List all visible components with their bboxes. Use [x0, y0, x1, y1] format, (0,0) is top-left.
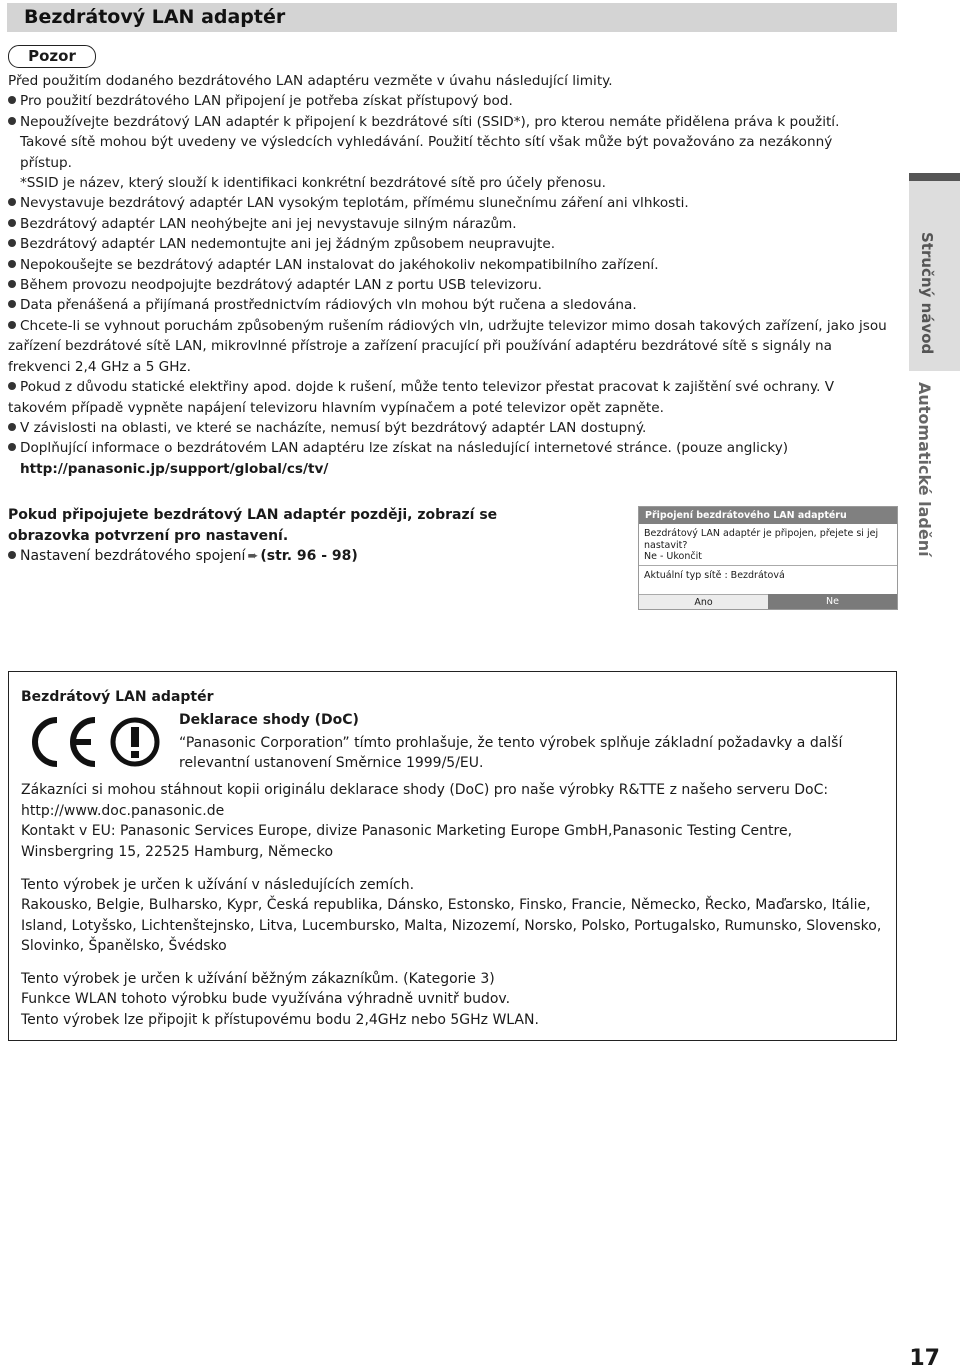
section-header	[7, 3, 897, 32]
dialog-title: Připojení bezdrátového LAN adaptéru	[639, 507, 897, 524]
list-item: Pro použití bezdrátového LAN připojení je potřeba získat přístupový bod.	[8, 91, 888, 111]
dialog-status: Aktuální typ sítě : Bezdrátová	[639, 565, 897, 585]
doc-title: Deklarace shody (DoC)	[179, 712, 359, 728]
doc-download-text: Zákazníci si mohou stáhnout kopii originálu deklarace shody (DoC) pro naše výrobky R&TTE z našeho serveru DoC: http://www.doc.panasonic.de	[21, 782, 829, 819]
bullet-icon	[8, 239, 16, 247]
doc-text: “Panasonic Corporation” tímto prohlašuje, že tento výrobek splňuje základní požadavky a další relevantní ustanovení Směrnice 1999/5/EU.	[179, 735, 843, 771]
countries-intro: Tento výrobek je určen k užívání v následujících zemích.	[21, 877, 415, 893]
note-heading: Pokud připojujete bezdrátový LAN adaptér později, zobrazí se obrazovka potvrzení pro nastavení.	[8, 507, 498, 544]
no-button[interactable]: Ne	[768, 594, 897, 609]
bullet-icon	[8, 551, 16, 559]
caution-label: Pozor	[8, 45, 96, 68]
list-item: V závislosti na oblasti, ve které se nacházíte, nemusí být bezdrátový adaptér LAN dostupný.	[8, 418, 888, 438]
section-title: Bezdrátový LAN adaptér	[24, 6, 286, 28]
arrow-right-icon: ➨	[247, 549, 259, 564]
bullet-icon	[8, 96, 16, 104]
box-title: Bezdrátový LAN adaptér	[21, 689, 214, 705]
bullet-icon	[8, 198, 16, 206]
list-item: Chcete-li se vyhnout poruchám způsobeným rušením rádiových vln, udržujte televizor mimo dosah takových zařízení, jako jsou zařízení bezdrátové sítě LAN, mikrovlnné přístroje a zařízení pracující při používání adaptéru bezdrátové sítě s signály na frekvenci 2,4 GHz a 5 GHz.	[8, 317, 887, 375]
page-number: 17	[909, 1346, 940, 1371]
list-item: Doplňující informace o bezdrátovém LAN adaptéru lze získat na následující internetové stránce. (pouze anglicky)	[8, 438, 888, 458]
indoor-use-text: Funkce WLAN tohoto výrobku bude využívána výhradně uvnitř budov.	[21, 991, 511, 1007]
connection-dialog	[638, 506, 898, 610]
bullet-icon	[8, 117, 16, 125]
list-item: Nastavení bezdrátového spojení ➨ (str. 96 - 98)	[8, 546, 568, 568]
category-text: Tento výrobek je určen k užívání běžným zákazníkům. (Kategorie 3)	[21, 971, 495, 987]
support-url[interactable]: http://panasonic.jp/support/global/cs/tv/	[20, 460, 329, 477]
list-item: Nevystavuje bezdrátový adaptér LAN vysokým teplotám, přímému slunečnímu záření ani vlhkosti.	[8, 193, 888, 213]
side-tab-auto-tuning[interactable]: Automatické ladění	[915, 382, 934, 557]
bullet-icon	[8, 321, 16, 329]
dialog-buttons	[639, 594, 897, 609]
page-reference[interactable]: (str. 96 - 98)	[260, 548, 358, 564]
bullet-icon	[8, 300, 16, 308]
list-item: Během provozu neodpojujte bezdrátový adaptér LAN z portu USB televizoru.	[8, 275, 888, 295]
ce-alert-mark-icon	[23, 714, 163, 770]
list-item: Bezdrátový adaptér LAN nedemontujte ani jej žádným způsobem neupravujte.	[8, 234, 888, 254]
intro-text: Před použitím dodaného bezdrátového LAN adaptéru vezměte v úvahu následující limity.	[8, 73, 613, 89]
bullet-icon	[8, 260, 16, 268]
countries-list: Rakousko, Belgie, Bulharsko, Kypr, Česká republika, Dánsko, Estonsko, Finsko, Francie, Německo, Řecko, Maďarsko, Itálie, Island, Lotyšsko, Lichtenštejnsko, Litva, Lucembursko, Malta, Nizozemí, Norsko, Polsko, Portugalsko, Rumunsko, Slovensko, Slovinko, Španělsko, Švédsko	[21, 897, 882, 954]
bullet-icon	[8, 280, 16, 288]
list-item: Bezdrátový adaptér LAN neohýbejte ani jej nevystavuje silným nárazům.	[8, 214, 888, 234]
side-tab-quick-guide[interactable]: Stručný návod	[918, 232, 936, 355]
ssid-note: *SSID je název, který slouží k identifikaci konkrétní bezdrátové sítě pro účely přenosu.	[20, 175, 606, 192]
bullet-icon	[8, 423, 16, 431]
bullet-icon	[8, 382, 16, 390]
later-connection-note	[8, 505, 568, 568]
list-item: Data přenášená a přijímaná prostřednictvím rádiových vln mohou být ručena a sledována.	[8, 295, 888, 315]
list-item-continuation: Takové sítě mohou být uvedeny ve výsledcích vyhledávání. Použití těchto sítí však může být považováno za nezákonný přístup.	[20, 134, 833, 171]
caution-text	[8, 71, 888, 479]
dialog-message: Bezdrátový LAN adaptér je připojen, přejete si jej nastavit? Ne - Ukončit	[644, 528, 879, 562]
yes-button[interactable]: Ano	[639, 594, 768, 609]
bullet-icon	[8, 219, 16, 227]
list-item: Pokud z důvodu statické elektřiny apod. dojde k rušení, může tento televizor přestat pracovat k zajištění své ochrany. V takovém případě vypněte napájení televizoru hlavním vypínačem a poté televizor opět zapněte.	[8, 379, 835, 416]
list-item: Nepokoušejte se bezdrátový adaptér LAN instalovat do jakéhokoliv nekompatibilního zařízení.	[8, 255, 888, 275]
bullet-icon	[8, 443, 16, 451]
list-item: Nepoužívejte bezdrátový LAN adaptér k připojení k bezdrátové síti (SSID*), pro kterou nemáte přidělena práva k použití.	[8, 112, 888, 132]
eu-contact-text: Kontakt v EU: Panasonic Services Europe, divize Panasonic Marketing Europe GmbH,Panasonic Testing Centre, Winsbergring 15, 22525 Hamburg, Německo	[21, 823, 793, 860]
declaration-box	[8, 671, 897, 1041]
frequency-text: Tento výrobek lze připojit k přístupovému bodu 2,4GHz nebo 5GHz WLAN.	[21, 1012, 539, 1028]
